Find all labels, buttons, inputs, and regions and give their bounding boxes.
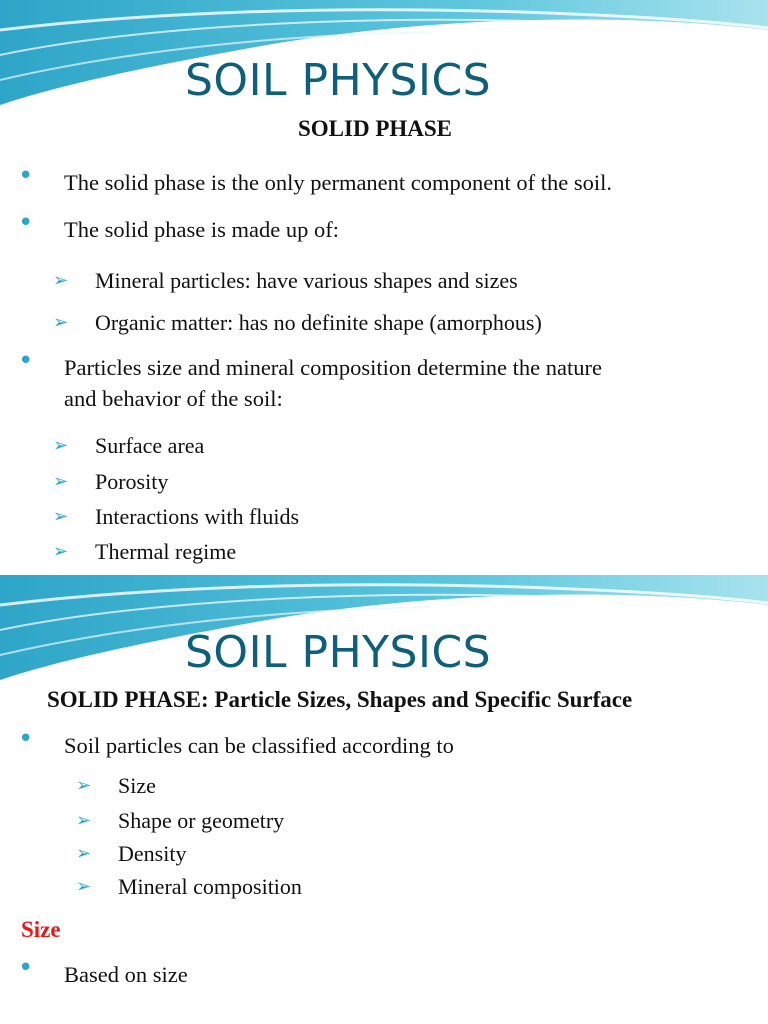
- round-bullet-icon: •: [18, 346, 34, 376]
- round-bullet-icon: •: [18, 953, 34, 983]
- slide-1: SOIL PHYSICS SOLID PHASE • The solid phase is the only permanent component of the soil. • The solid phase is made up of: ➢ Mineral particles: have various shapes and sizes ➢ Organic matter: has no definite shape (amorphous) • Particles size and mineral composition determine the nature and behavior of the soil: ➢ Surface area ➢ Porosity ➢ Interactions with fluids ➢ Thermal regime: [0, 0, 768, 575]
- round-bullet-icon: •: [18, 208, 34, 238]
- round-bullet-icon: •: [18, 161, 34, 191]
- arrow-bullet-icon: ➢: [53, 506, 69, 527]
- round-bullet-icon: •: [18, 724, 34, 754]
- arrow-bullet-icon: ➢: [53, 435, 69, 456]
- slide-title: SOIL PHYSICS: [185, 627, 492, 678]
- arrow-bullet-icon: ➢: [76, 775, 92, 796]
- arrow-bullet-icon: ➢: [53, 312, 69, 333]
- slide-subtitle: SOLID PHASE: [298, 116, 453, 141]
- arrow-bullet-icon: ➢: [53, 270, 69, 291]
- slide-title: SOIL PHYSICS: [185, 55, 492, 106]
- arrow-bullet-icon: ➢: [76, 876, 92, 897]
- slide-subtitle: SOLID PHASE: Particle Sizes, Shapes and Specific Surface: [47, 687, 633, 712]
- slide-2: SOIL PHYSICS SOLID PHASE: Particle Sizes, Shapes and Specific Surface • Soil particles can be classified according to ➢ Size ➢ Shape or geometry ➢ Density ➢ Mineral composition Size • Based on size: [0, 575, 768, 1024]
- arrow-bullet-icon: ➢: [76, 810, 92, 831]
- arrow-bullet-icon: ➢: [53, 471, 69, 492]
- arrow-bullet-icon: ➢: [53, 541, 69, 562]
- section-heading-size: Size: [21, 917, 61, 942]
- arrow-bullet-icon: ➢: [76, 843, 92, 864]
